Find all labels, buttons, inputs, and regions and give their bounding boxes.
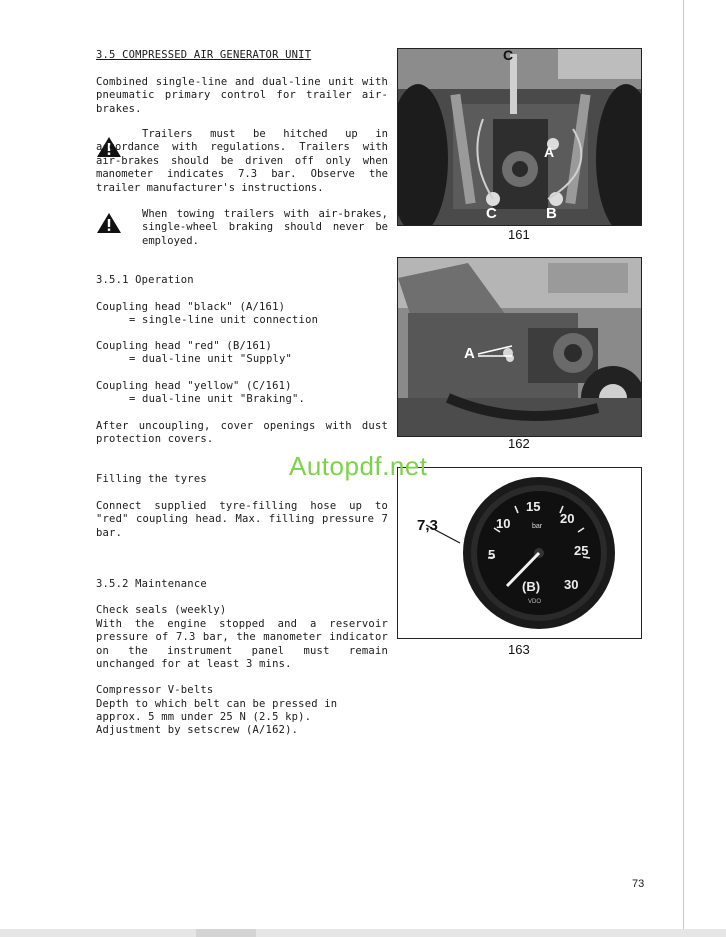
coupling-red-line1: Coupling head "red" (B/161) [96,340,273,352]
coupling-yellow-line1: Coupling head "yellow" (C/161) [96,380,292,392]
vbelts-line2: Depth to which belt can be pressed in [96,698,338,710]
dial-number-10: 10 [496,516,511,531]
page-edge-right [683,0,684,937]
figure-161-label-c: C [486,205,497,222]
dial-number-15: 15 [526,499,541,514]
gauge-callout-label: 7,3 [417,517,438,534]
dial-unit-label: bar [532,523,543,530]
brake-symbol-icon: (B) [522,579,541,594]
figure-161-caption: 161 [508,227,530,242]
warning-text-2: When towing trailers with air-brakes, single-wheel braking should never be employed. [142,208,388,247]
section-title: 3.5 COMPRESSED AIR GENERATOR UNIT [96,49,312,61]
vbelts-line3: approx. 5 mm under 25 N (2.5 kp). [96,711,312,723]
manometer-gauge [398,468,641,638]
dial-number-25: 25 [574,543,589,558]
figure-161-photo [397,48,642,226]
figure-163-photo [397,467,642,639]
coupling-yellow-line2: = dual-line unit "Braking". [129,393,306,405]
figure-161-label-c-top: C [503,48,514,63]
page-edge-bottom [0,929,726,937]
figure-162-photo [397,257,642,437]
warning-triangle-icon [96,212,122,234]
dial-brand-label: VDO [528,599,542,605]
figure-161-label-b: B [546,205,557,222]
coupling-black-line1: Coupling head "black" (A/161) [96,301,286,313]
figure-163-caption: 163 [508,642,530,657]
scroll-indicator[interactable] [196,929,256,937]
operation-title: 3.5.1 Operation [96,274,194,286]
intro-text: Combined single-line and dual-line unit with pneumatic primary control for trailer air-brakes. [96,76,388,115]
seals-heading: Check seals (weekly) [96,604,227,616]
page-number: 73 [632,878,645,890]
warning-text-1: Trailers must be hitched up in accordance with regulations. Trailers with air-brakes should be driven off only when manometer indicates 7.3 bar. Observe the trailer manufacturer's instructions. [96,128,388,194]
figure-162-caption: 162 [508,436,530,451]
maintenance-title: 3.5.2 Maintenance [96,578,207,590]
after-uncoupling-text: After uncoupling, cover openings with dust protection covers. [96,420,388,446]
watermark-text: Autopdf.net [289,451,428,481]
dial-number-30: 30 [564,577,579,592]
filling-title: Filling the tyres [96,473,207,485]
seals-text: With the engine stopped and a reservoir pressure of 7.3 bar, the manometer indicator on the instrument panel must remain unchanged for at least 3 mins. [96,618,388,671]
tractor-rear-linkage-image [398,49,641,225]
vbelts-heading: Compressor V-belts [96,684,214,696]
figure-162-pointer-lines [476,344,516,364]
dial-number-20: 20 [560,511,575,526]
coupling-red-line2: = dual-line unit "Supply" [129,353,293,365]
coupling-black-line2: = single-line unit connection [129,314,319,326]
dial-number-5: 5 [488,547,496,562]
vbelts-line4: Adjustment by setscrew (A/162). [96,724,299,736]
figure-162-label-a: A [464,345,475,362]
figure-161-label-a: A [544,144,555,160]
filling-text: Connect supplied tyre-filling hose up to "red" coupling head. Max. filling pressure 7 bar. [96,500,388,539]
compressor-engine-image [398,258,641,436]
